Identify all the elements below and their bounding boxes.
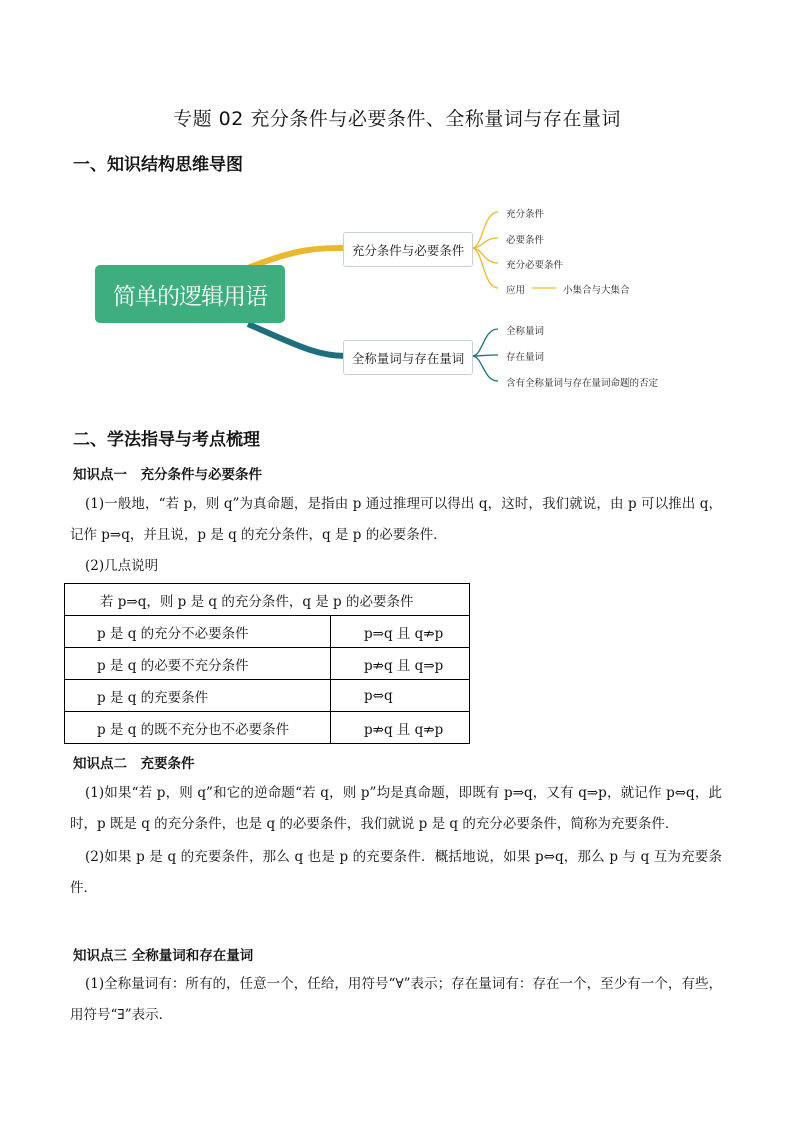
mindmap-leaf: 充分条件 xyxy=(506,209,545,220)
leaf-connector xyxy=(472,329,498,356)
table-cell: p 是 q 的既不充分也不必要条件 xyxy=(65,712,331,744)
table-cell: p 是 q 的充要条件 xyxy=(65,680,331,712)
mindmap-leaf: 含有全称量词与存在量词命题的否定 xyxy=(506,378,659,389)
table-row xyxy=(65,680,470,712)
lower-branch-line xyxy=(248,324,346,356)
paragraph: (1)如果“若 p，则 q”和它的逆命题“若 q，则 p”均是真命题，即既有 p⇒q，又有 q⇒p，就记作 p⇔q，此时，p 既是 q 的充分条件，也是 q 的必要条件，我们就说 p 是 q 的充分必要条件，简称为充要条件． xyxy=(70,785,722,832)
paragraph: (1)一般地，“若 p，则 q”为真命题，是指由 p 通过推理可以得出 q，这时，我们就说，由 p 可以推出 q，记作 p⇒q，并且说，p 是 q 的充分条件，q 是 p 的必要条件． xyxy=(70,496,722,543)
table-row xyxy=(65,584,470,616)
paragraph: (1)全称量词有：所有的，任意一个，任给，用符号“∀”表示；存在量词有：存在一个，至少有一个，有些，用符号“∃”表示． xyxy=(70,976,722,1023)
page-title: 专题 02 充分条件与必要条件、全称量词与存在量词 xyxy=(173,108,621,130)
table-cell: p⇏q 且 q⇒p xyxy=(331,648,470,680)
paragraph: (2)如果 p 是 q 的充要条件，那么 q 也是 p 的充要条件．概括地说，如果 p⇔q，那么 p 与 q 互为充要条件． xyxy=(70,849,722,896)
mindmap-leaf: 存在量词 xyxy=(506,352,545,363)
table-cell: p 是 q 的充分不必要条件 xyxy=(65,616,331,648)
table-cell: p 是 q 的必要不充分条件 xyxy=(65,648,331,680)
section-heading-1: 一、知识结构思维导图 xyxy=(73,155,243,175)
paragraph: (2)几点说明 xyxy=(85,558,159,574)
table-cell: p⇔q xyxy=(331,680,470,712)
section-heading-2: 二、学法指导与考点梳理 xyxy=(73,430,260,450)
mindmap-branch-conditions: 充分条件与必要条件 xyxy=(343,232,473,267)
table-header-cell: 若 p⇒q，则 p 是 q 的充分条件，q 是 p 的必要条件 xyxy=(65,584,470,616)
mindmap-leaf: 应用 xyxy=(506,285,526,296)
mindmap-leaf: 全称量词 xyxy=(506,326,545,337)
conditions-table xyxy=(64,583,470,744)
mindmap-branch-quantifiers: 全称量词与存在量词 xyxy=(343,340,473,375)
knowledge-point-heading: 知识点三 全称量词和存在量词 xyxy=(73,948,254,964)
mindmap-leaf: 必要条件 xyxy=(506,235,545,246)
table-row xyxy=(65,648,470,680)
mindmap-root: 简单的逻辑用语 xyxy=(95,265,285,323)
mindmap-leaf: 充分必要条件 xyxy=(506,260,564,271)
table-row xyxy=(65,616,470,648)
table-cell: p⇒q 且 q⇏p xyxy=(331,616,470,648)
knowledge-point-heading: 知识点二 充要条件 xyxy=(73,756,195,772)
table-cell: p⇏q 且 q⇏p xyxy=(331,712,470,744)
leaf-connector xyxy=(472,356,498,381)
knowledge-point-heading: 知识点一 充分条件与必要条件 xyxy=(73,467,262,483)
table-row xyxy=(65,712,470,744)
leaf-connector xyxy=(472,248,498,288)
mindmap-subleaf: 小集合与大集合 xyxy=(563,285,630,296)
